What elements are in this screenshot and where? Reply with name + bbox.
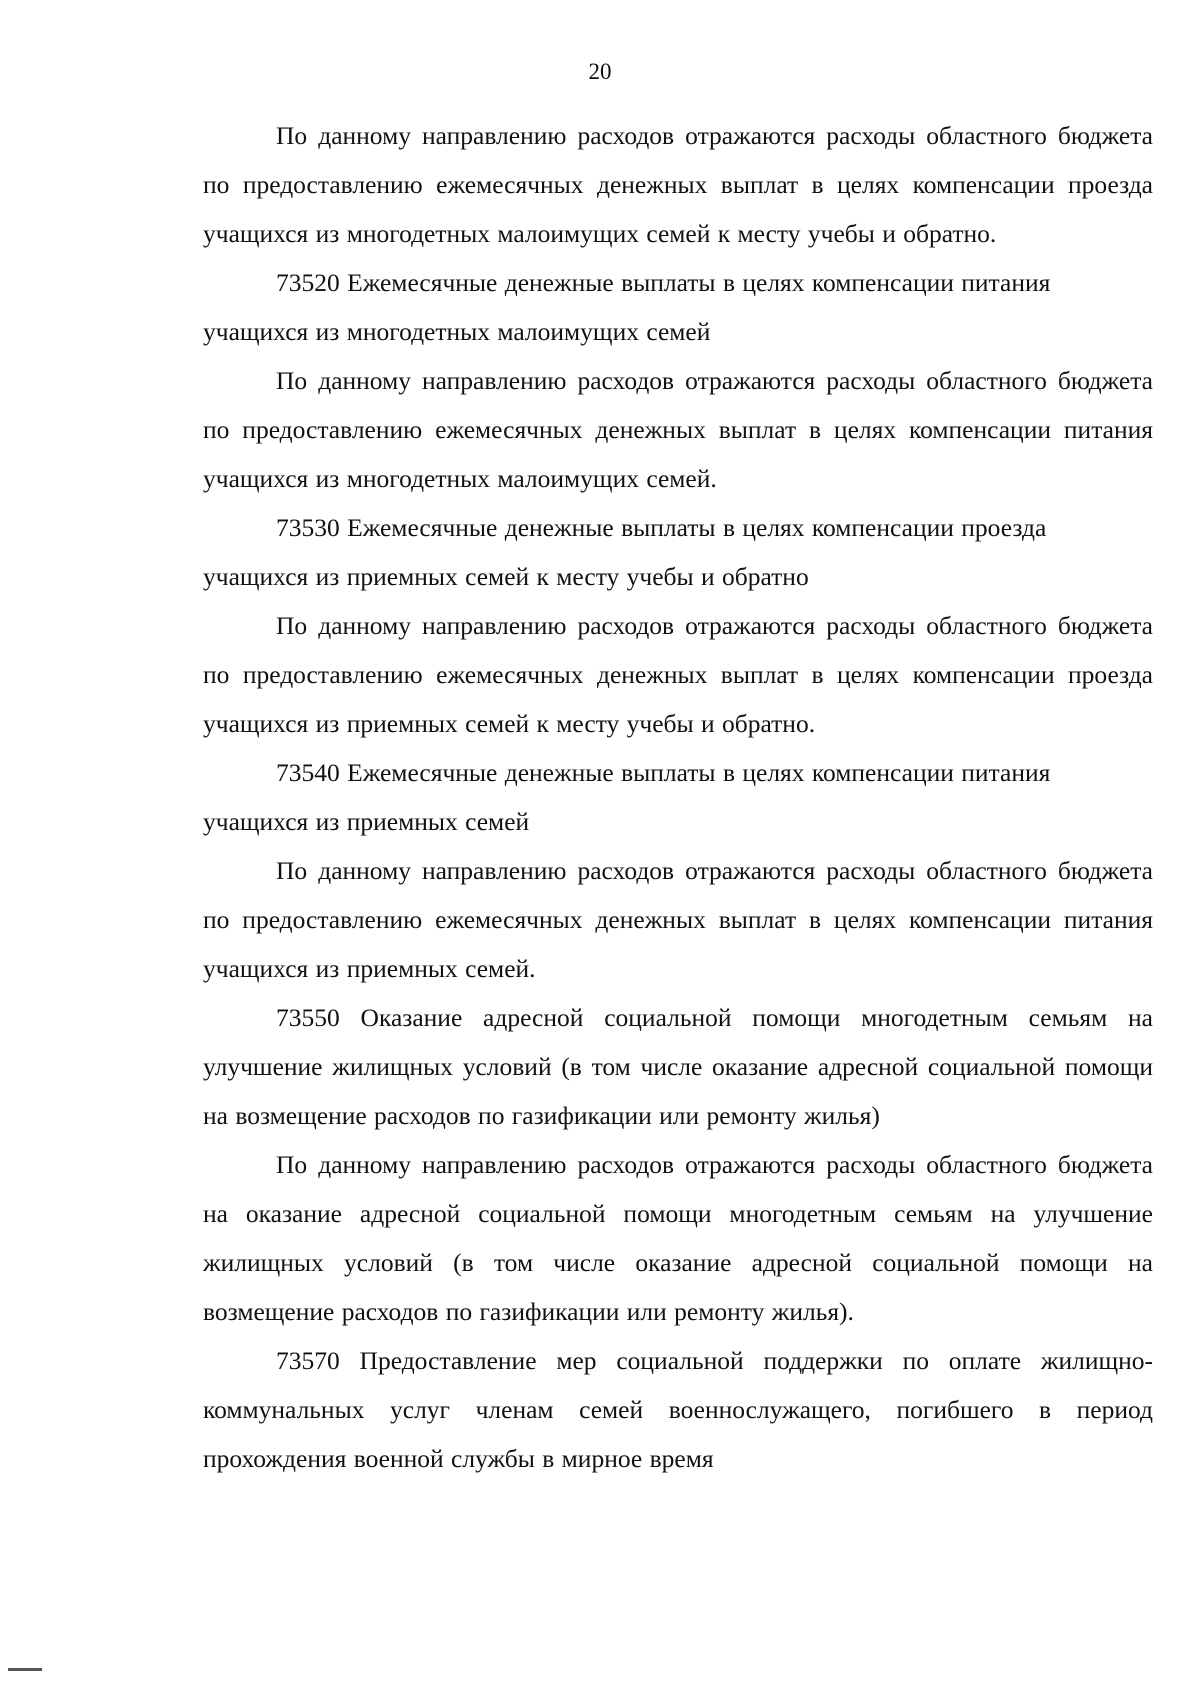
paragraph-description: По данному направлению расходов отражаются расходы областного бюджета по предоставлению ежемесячных денежных выплат в целях компенсации питания учащихся из приемных семей. xyxy=(203,856,1153,983)
paragraph-code-heading: 73550 Оказание адресной социальной помощи многодетным семьям на улучшение жилищных условий (в том числе оказание адресной социальной помощи на возмещение расходов по газификации или ремонту жилья) xyxy=(203,1003,1153,1130)
paragraph-code-heading: 73520 Ежемесячные денежные выплаты в целях компенсации питания учащихся из многодетных малоимущих семей xyxy=(203,268,1051,346)
scan-edge-mark xyxy=(8,1668,42,1671)
page-number: 20 xyxy=(588,59,612,84)
paragraph-code-heading: 73570 Предоставление мер социальной поддержки по оплате жилищно-коммунальных услуг членам семей военнослужащего, погибшего в период прохождения военной службы в мирное время xyxy=(203,1346,1153,1473)
document-body xyxy=(203,111,1153,1483)
paragraph-description: По данному направлению расходов отражаются расходы областного бюджета по предоставлению ежемесячных денежных выплат в целях компенсации проезда учащихся из приемных семей к месту учебы и обратно. xyxy=(203,611,1153,738)
paragraph-description: По данному направлению расходов отражаются расходы областного бюджета по предоставлению ежемесячных денежных выплат в целях компенсации проезда учащихся из многодетных малоимущих семей к месту учебы и обратно. xyxy=(203,121,1153,248)
paragraph-code-heading: 73540 Ежемесячные денежные выплаты в целях компенсации питания учащихся из приемных семей xyxy=(203,758,1051,836)
paragraph-description: По данному направлению расходов отражаются расходы областного бюджета на оказание адресной социальной помощи многодетным семьям на улучшение жилищных условий (в том числе оказание адресной социальной помощи на возмещение расходов по газификации или ремонту жилья). xyxy=(203,1150,1153,1326)
paragraph-code-heading: 73530 Ежемесячные денежные выплаты в целях компенсации проезда учащихся из приемных семей к месту учебы и обратно xyxy=(203,513,1047,591)
paragraph-description: По данному направлению расходов отражаются расходы областного бюджета по предоставлению ежемесячных денежных выплат в целях компенсации питания учащихся из многодетных малоимущих семей. xyxy=(203,366,1153,493)
